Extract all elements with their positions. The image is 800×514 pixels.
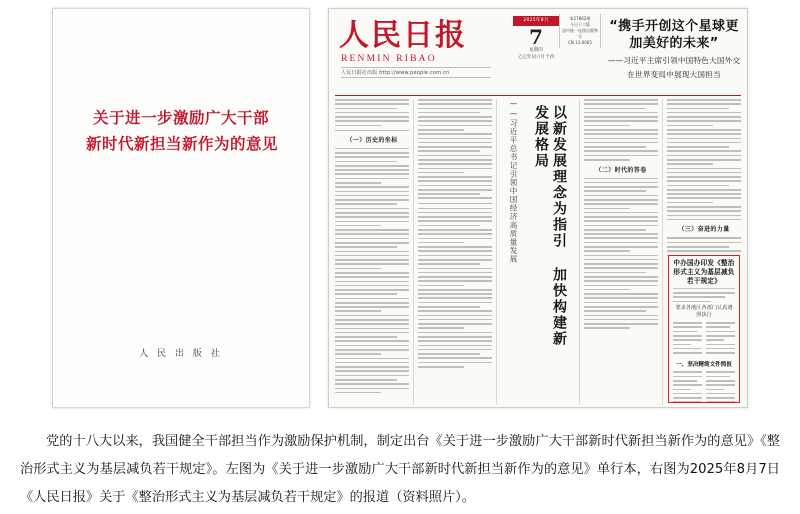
highlighted-article-col-4 — [706, 371, 735, 403]
vertical-headline-title: 以新发展理念为指引 加快构建新发展格局 — [533, 105, 567, 347]
highlighted-article-columns-2 — [673, 371, 735, 403]
book-publisher: 人 民 出 版 社 — [139, 349, 223, 359]
newspaper-date: 2025年8月 — [513, 16, 559, 26]
highlighted-article-title: 中办国办印发《整治形式主义为基层减负若干规定》 — [673, 259, 735, 289]
masthead-left-block — [335, 14, 513, 78]
caption-text: 党的十八大以来，我国健全干部担当作为激励保护机制，制定出台《关于进一步激励广大干部新时代新担当新作为的意见》《整治形式主义为基层减负若干规定》。左图为《关于进一步激励广大干部新时代新担当新作为的意见》单行本，右图为2025年8月7日《人民日报》关于《整治形式主义为基层减负若干规定》的报道（资料照片）。 — [20, 434, 780, 505]
lead-headline-sub-1: ——习近平主席引领中国特色大国外交 — [607, 56, 741, 65]
newspaper-column-4 — [584, 99, 663, 405]
vertical-headline-wrap — [501, 99, 575, 399]
highlighted-article-section: 一、坚决精简文件简报 — [676, 362, 732, 369]
book-cover-image — [52, 8, 310, 408]
highlighted-article-col-2 — [706, 322, 735, 356]
newspaper-pinyin: RENMIN RIBAO — [341, 54, 437, 64]
highlighted-article-columns — [673, 322, 735, 356]
newspaper-lunar-date: 乙巳年闰六月十四 — [518, 54, 554, 60]
column-5-text-block-b — [667, 237, 741, 256]
column-5-text-block-a — [667, 99, 741, 220]
column-1-text-block-b — [335, 148, 409, 394]
highlighted-article-subtitle: 要求各地区各部门认真遵照执行 — [675, 305, 733, 319]
highlighted-article-lines-a — [673, 292, 735, 302]
newspaper-columns — [335, 99, 741, 405]
highlighted-article-col-1 — [673, 322, 702, 356]
issue-pages: 今日十六版 — [570, 22, 590, 27]
newspaper-front-page-image — [328, 8, 748, 408]
issue-cn-label: 国内统一连续出版物号 — [562, 28, 598, 39]
book-title-line-2: 新时代新担当新作为的意见 — [86, 135, 279, 153]
book-title-line-1: 关于进一步激励广大干部 — [92, 109, 269, 127]
lead-headline-sub-2: 在世界变局中展现大国担当 — [627, 70, 721, 79]
column-2-text-block-a — [418, 99, 492, 199]
figure-caption — [14, 428, 786, 512]
column-1-text-block-a — [335, 99, 409, 126]
highlighted-article-box — [668, 255, 740, 403]
column-2-text-block-b — [418, 208, 492, 368]
issue-cn-number: CN 11-0065 — [568, 40, 592, 45]
newspaper-lead-headline — [601, 14, 741, 80]
photo-row — [14, 8, 786, 416]
newspaper-issue-info — [559, 14, 601, 48]
column-1-divider — [335, 130, 409, 131]
newspaper-column-2 — [418, 99, 497, 405]
vertical-headline-sub: ——习近平总书记引领中国经济高质量发展 — [509, 99, 518, 264]
column-1-subhead: （一）历史的坐标 — [346, 136, 398, 144]
newspaper-datebox — [513, 14, 559, 61]
newspaper-column-1 — [335, 99, 414, 405]
newspaper-column-3 — [501, 99, 580, 405]
newspaper-logo: 人民日报 — [339, 18, 467, 53]
highlighted-article-col-3 — [673, 371, 702, 403]
column-4-text-block-b — [584, 178, 658, 329]
newspaper-masthead — [335, 14, 741, 96]
column-4-subhead: （二）时代的答卷 — [595, 166, 647, 174]
column-4-text-block-a — [584, 99, 658, 161]
newspaper-column-5 — [667, 99, 741, 405]
column-2-divider — [418, 203, 492, 204]
lead-headline-main: “携手开创这个星球更加美好的未来” — [609, 19, 739, 51]
newspaper-url: 人民日报社出版 http://www.people.com.cn — [341, 67, 491, 78]
book-title — [86, 105, 279, 157]
newspaper-weekday: 星期四 — [529, 48, 543, 53]
issue-number: 第27862期 — [569, 16, 591, 21]
column-5-subhead: （三）奋进的力量 — [678, 226, 730, 234]
newspaper-day: 7 — [529, 25, 543, 49]
